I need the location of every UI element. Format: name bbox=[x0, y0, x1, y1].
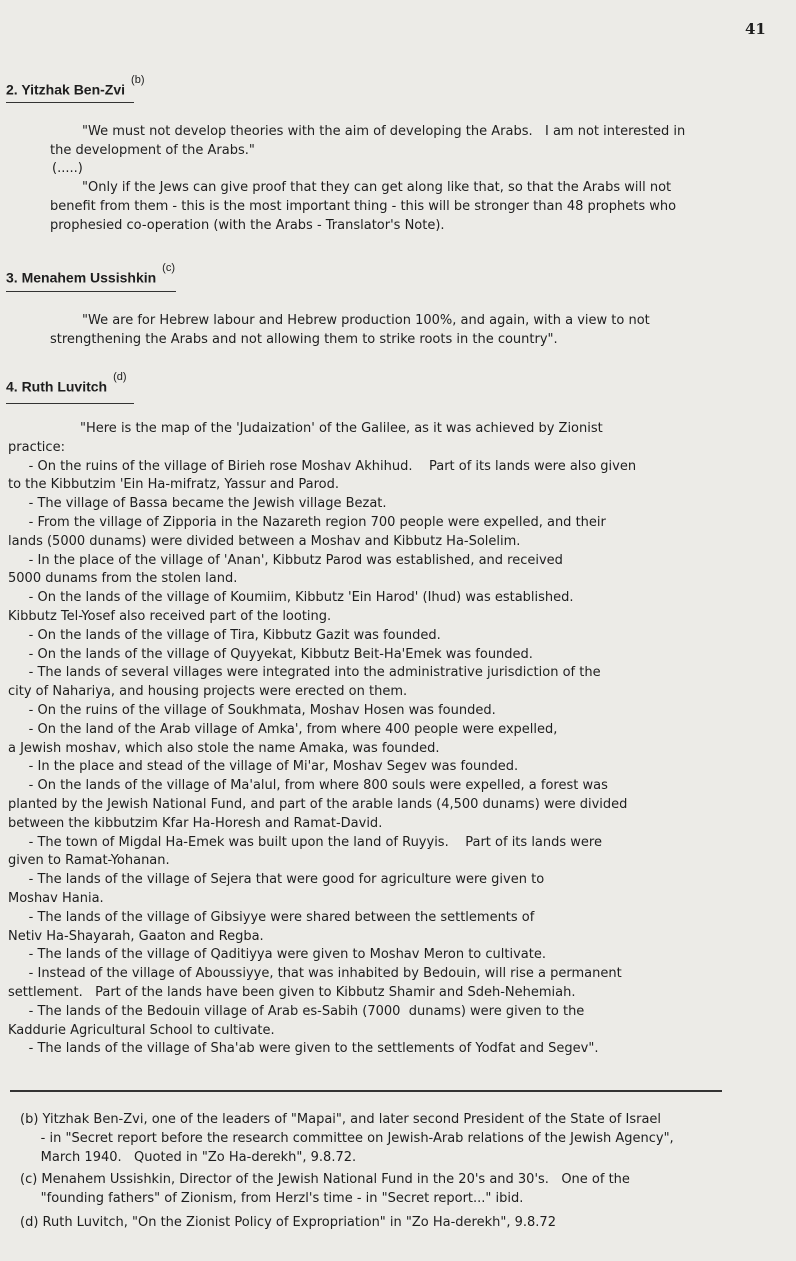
text-line: - The lands of the village of Qaditiyya were given to Moshav Meron to cultivate. bbox=[8, 947, 546, 963]
text-line: the development of the Arabs." bbox=[50, 142, 255, 158]
footnote-c bbox=[20, 1170, 630, 1208]
quote-ben-zvi-2 bbox=[50, 179, 676, 235]
footnote-b bbox=[20, 1110, 674, 1166]
text-line: (d) Ruth Luvitch, "On the Zionist Policy of Expropriation" in "Zo Ha-derekh", 9.8.72 bbox=[20, 1215, 556, 1230]
text-line: - In the place of the village of 'Anan', Kibbutz Parod was established, and received bbox=[8, 552, 563, 568]
text-line: to the Kibbutzim 'Ein Ha-mifratz, Yassur and Parod. bbox=[8, 477, 339, 493]
section-heading-ussishkin bbox=[6, 262, 175, 286]
text-line: - The lands of the village of Sha'ab were given to the settlements of Yodfat and Segev". bbox=[8, 1041, 599, 1057]
text-line: 5000 dunams from the stolen land. bbox=[8, 571, 238, 587]
text-line: - On the ruins of the village of Soukhmata, Moshav Hosen was founded. bbox=[8, 702, 496, 718]
footnote-ref-d: (d) bbox=[113, 371, 127, 383]
text-line: - On the ruins of the village of Birieh rose Moshav Akhihud. Part of its lands were also given bbox=[8, 458, 637, 474]
ellipsis-mark bbox=[52, 160, 83, 179]
text-line: settlement. Part of the lands have been given to Kibbutz Shamir and Sdeh-Nehemiah. bbox=[8, 984, 576, 1000]
text-line: (.....) bbox=[52, 161, 83, 176]
text-line: benefit from them - this is the most important thing - this will be stronger than 48 prophets who bbox=[50, 198, 677, 214]
footnote-ref-c: (c) bbox=[162, 262, 175, 274]
text-line: - The village of Bassa became the Jewish village Bezat. bbox=[8, 496, 387, 512]
heading-underline bbox=[6, 403, 134, 404]
text-line: - The lands of several villages were integrated into the administrative jurisdiction of the bbox=[8, 665, 601, 681]
text-line: Moshav Hania. bbox=[8, 890, 104, 906]
text-line: between the kibbutzim Kfar Ha-Horesh and Ramat-David. bbox=[8, 815, 383, 831]
section-heading-ben-zvi bbox=[6, 74, 145, 98]
text-line: given to Ramat-Yohanan. bbox=[8, 853, 170, 869]
text-line: - On the land of the Arab village of Amka', from where 400 people were expelled, bbox=[8, 721, 558, 737]
section-heading-text: 2. Yitzhak Ben-Zvi bbox=[6, 81, 126, 98]
text-line: - The lands of the Bedouin village of Arab es-Sabih (7000 dunams) were given to the bbox=[8, 1003, 585, 1019]
text-line: "We must not develop theories with the aim of developing the Arabs. I am not interested in bbox=[82, 124, 686, 139]
text-line: "We are for Hebrew labour and Hebrew production 100%, and again, with a view to not bbox=[82, 313, 650, 328]
text-line: - Instead of the village of Aboussiyye, that was inhabited by Bedouin, will rise a permanent bbox=[8, 966, 622, 982]
text-line: Kibbutz Tel-Yosef also received part of the looting. bbox=[8, 608, 332, 624]
footnote-divider bbox=[10, 1090, 722, 1092]
text-line: Netiv Ha-Shayarah, Gaaton and Regba. bbox=[8, 928, 264, 944]
text-line: (b) Yitzhak Ben-Zvi, one of the leaders of "Mapai", and later second President of the State of Israel bbox=[20, 1112, 662, 1127]
text-line: - The lands of the village of Sejera that were good for agriculture were given to bbox=[8, 872, 545, 888]
text-line: - In the place and stead of the village of Mi'ar, Moshav Segev was founded. bbox=[8, 759, 519, 775]
text-line: - On the lands of the village of Quyyekat, Kibbutz Beit-Ha'Emek was founded. bbox=[8, 646, 533, 662]
heading-underline bbox=[6, 291, 176, 292]
quote-ben-zvi-1 bbox=[50, 123, 685, 161]
text-line: (c) Menahem Ussishkin, Director of the Jewish National Fund in the 20's and 30's. One of the bbox=[20, 1172, 630, 1187]
quote-ussishkin bbox=[50, 312, 650, 350]
text-line: - The lands of the village of Gibsiyye were shared between the settlements of bbox=[8, 909, 535, 925]
text-line: - The town of Migdal Ha-Emek was built upon the land of Ruyyis. Part of its lands were bbox=[8, 834, 602, 850]
text-line: planted by the Jewish National Fund, and part of the arable lands (4,500 dunams) were divided bbox=[8, 796, 628, 812]
text-line: practice: bbox=[8, 439, 65, 455]
text-line: city of Nahariya, and housing projects were erected on them. bbox=[8, 684, 408, 700]
quote-luvitch bbox=[8, 420, 636, 1059]
text-line: March 1940. Quoted in "Zo Ha-derekh", 9.8.72. bbox=[20, 1149, 357, 1165]
section-heading-luvitch bbox=[6, 371, 127, 395]
footnote-ref-b: (b) bbox=[131, 74, 145, 86]
page-number: 41 bbox=[745, 20, 766, 38]
text-line: a Jewish moshav, which also stole the name Amaka, was founded. bbox=[8, 740, 440, 756]
text-line: - On the lands of the village of Tira, Kibbutz Gazit was founded. bbox=[8, 627, 441, 643]
text-line: - in "Secret report before the research committee on Jewish-Arab relations of the Jewish Agency", bbox=[20, 1130, 674, 1146]
text-line: "Here is the map of the 'Judaization' of the Galilee, as it was achieved by Zionist bbox=[80, 421, 603, 436]
text-line: lands (5000 dunams) were divided between a Moshav and Kibbutz Ha-Solelim. bbox=[8, 533, 521, 549]
text-line: - On the lands of the village of Koumiim, Kibbutz 'Ein Harod' (Ihud) was established. bbox=[8, 590, 574, 606]
text-line: Kaddurie Agricultural School to cultivate. bbox=[8, 1022, 275, 1038]
footnote-d bbox=[20, 1213, 556, 1232]
text-line: strengthening the Arabs and not allowing them to strike roots in the country". bbox=[50, 331, 558, 347]
section-heading-text: 3. Menahem Ussishkin bbox=[6, 269, 157, 286]
text-line: "founding fathers" of Zionism, from Herzl's time - in "Secret report..." ibid. bbox=[20, 1190, 524, 1206]
text-line: prophesied co-operation (with the Arabs - Translator's Note). bbox=[50, 217, 445, 233]
heading-underline bbox=[6, 102, 134, 103]
section-heading-text: 4. Ruth Luvitch bbox=[6, 378, 108, 395]
text-line: - From the village of Zipporia in the Nazareth region 700 people were expelled, and their bbox=[8, 514, 606, 530]
text-line: - On the lands of the village of Ma'alul, from where 800 souls were expelled, a forest was bbox=[8, 778, 608, 794]
text-line: "Only if the Jews can give proof that they can get along like that, so that the Arabs will not bbox=[82, 180, 672, 195]
